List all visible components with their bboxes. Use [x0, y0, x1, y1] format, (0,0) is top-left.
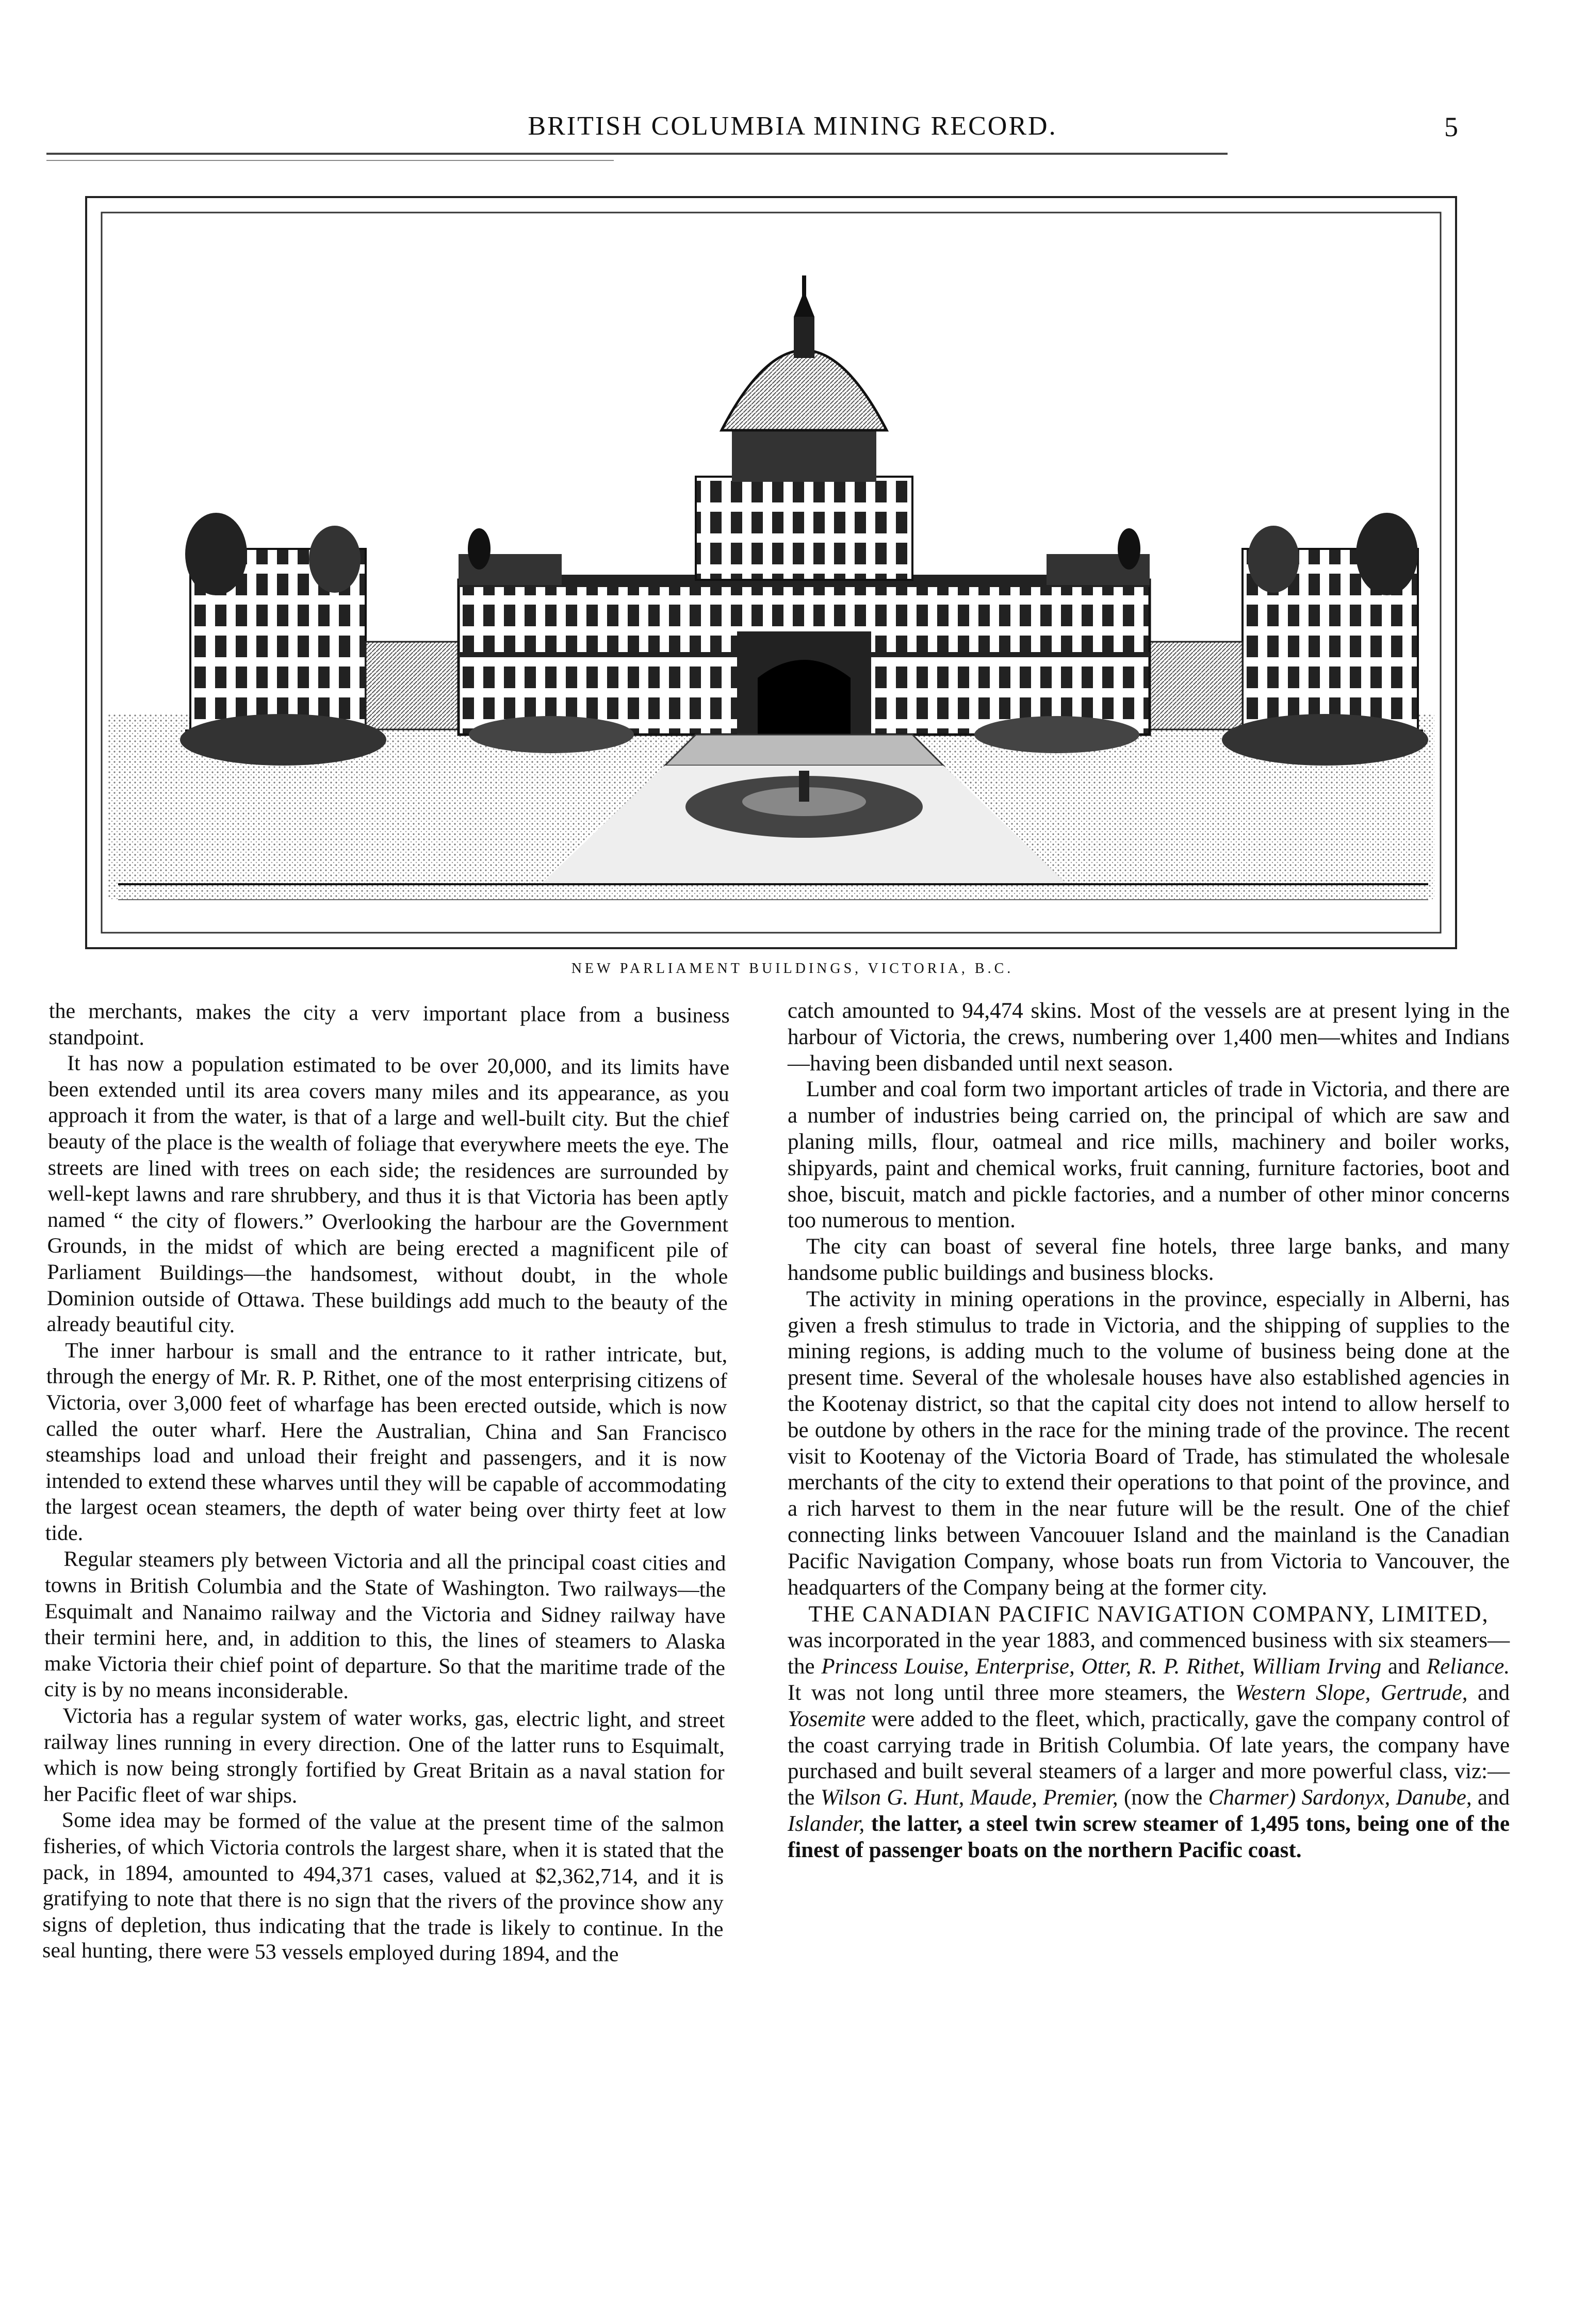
right-column — [788, 998, 1510, 1864]
ship-names: Yosemite — [788, 1707, 866, 1731]
text-run: and — [1472, 1785, 1510, 1810]
paragraph: Victoria has a regular system of water works, gas, electric light, and street railway lines running in every direction. One of the latter runs to Esquimalt, which is now being strongly fortified by Great Britain as a naval station for her Pacific fleet of war ships. — [43, 1704, 725, 1808]
text-run: the latter, a steel twin screw steamer of 1,495 tons, being one of the finest of passenger boats on the northern Pacific coast. — [788, 1811, 1510, 1862]
text-run: was incorporated in the year 1883, and commenced business with six steamers—the — [788, 1628, 1510, 1679]
text-run: (now the — [1118, 1785, 1208, 1810]
text-run: and — [1467, 1680, 1510, 1705]
text-run: were added to the fleet, which, practically, gave the company control of the coast carrying trade in British Columbia. Of late years, the company have purchased and built several steamers of a larger and more powerful class, viz:—the — [788, 1707, 1510, 1810]
paragraph: Regular steamers ply between Victoria and all the principal coast cities and towns in British Columbia and the State of Washington. Two railways—the Esquimalt and Nanaimo railway and the Victoria and Sidney railway have their termini here, and, in addition to this, the lines of steamers to Alaska make Victoria their chief point of departure. So that the maritime trade of the city is by no means inconsiderable. — [44, 1547, 726, 1704]
paragraph: catch amounted to 94,474 skins. Most of the vessels are at present lying in the harbour of Victoria, the crews, numbering over 1,400 men—whites and Indians—having been disbanded until next season. — [788, 999, 1510, 1076]
paragraph: The activity in mining operations in the province, especially in Alberni, has given a fresh stimulus to trade in Victoria, and the shipping of supplies to the mining regions, is adding much to the volume of business being done at the present time. Several of the wholesale houses have also established agencies in the Kootenay district, so that the capital city does not intend to allow herself to be outdone by others in the race for the mining trade of the province. The recent visit to Kootenay of the Victoria Board of Trade, has stimulated the wholesale merchants of the city to extend their operations to that point of the province, and a rich harvest to them in the near future will be the result. One of the chief connecting links between Vancouuer Island and the mainland is the Canadian Pacific Navigation Company, whose boats run from Victoria to Vancouver, the headquarters of the Company being at the former city. — [788, 1287, 1510, 1600]
paragraph: The city can boast of several fine hotels, three large banks, and many handsome public buildings and business blocks. — [788, 1234, 1510, 1285]
paragraph: Some idea may be formed of the value at the present time of the salmon fisheries, of which Victoria controls the largest share, when it is stated that the pack, in 1894, amounted to 494,371 cases, valued at $2,362,714, and it is gratifying to note that there is no sign that the rivers of the province show any signs of depletion, thus indicating that the trade is likely to continue. In the seal hunting, there were 53 vessels employed during 1894, and the — [42, 1808, 725, 1967]
page-number: 5 — [1444, 111, 1458, 142]
right-arcade — [1150, 642, 1243, 729]
ship-names: Islander, — [788, 1811, 865, 1836]
ship-names: Reliance. — [1426, 1654, 1510, 1679]
ship-names: Western Slope, Gertrude, — [1235, 1680, 1468, 1705]
header-rule — [46, 153, 1228, 155]
paragraph: The inner harbour is small and the entrance to it rather intricate, but, through the energy of Mr. R. P. Rithet, one of the most enterprising citizens of Victoria, over 3,000 feet of wharfage has been erected outside, which is now called the outer wharf. Here the Australian, China and San Francisco steamships load and unload their freight and passengers, and it is now intended to extend these wharves until they will be capable of accommodating the largest ocean steamers, the depth of water being over thirty feet at low tide. — [45, 1338, 728, 1546]
paragraph — [788, 1628, 1510, 1863]
left-arcade — [366, 642, 459, 729]
left-column — [42, 998, 730, 1969]
ship-names: Charmer) Sardonyx, Danube, — [1208, 1785, 1472, 1810]
parliament-buildings-illustration — [87, 198, 1455, 947]
paragraph: the merchants, makes the city a verv important place from a business standpoint. — [48, 999, 730, 1050]
right-wing — [1237, 513, 1423, 740]
paragraph: Lumber and coal form two important articles of trade in Victoria, and there are a number of industries being carried on, the principal of which are saw and planing mills, flour, oatmeal and rice mills, machinery and boiler works, shipyards, paint and chemical works, fruit canning, furniture factories, boot and shoe, biscuit, match and pickle factories, and a number of other minor concerns too numerous to mention. — [788, 1077, 1510, 1233]
header-rule-thin — [46, 160, 614, 161]
figure-frame — [85, 196, 1457, 949]
running-header-title: BRITISH COLUMBIA MINING RECORD. — [528, 111, 1057, 141]
figure-caption: NEW PARLIAMENT BUILDINGS, VICTORIA, B.C. — [571, 961, 1014, 977]
ship-names: Princess Louise, Enterprise, Otter, R. P. Rithet, William Irving — [821, 1654, 1382, 1679]
front-steps — [665, 735, 943, 766]
paragraph: It has now a population estimated to be over 20,000, and its limits have been extended until its area covers many miles and its appearance, as you approach it from the water, is that of a large and well-built city. But the chief beauty of the place is the wealth of foliage that everywhere meets the eye. The streets are lined with trees on each side; the residences are surrounded by well-kept lawns and rare shrubbery, and thus it is that Victoria has been aptly named “ the city of flowers.” Overlooking the harbour are the Government Grounds, in the midst of which are being erected a magnificent pile of Parliament Buildings—the handsomest, without doubt, in the whole Dominion outside of Ottawa. These buildings add much to the beauty of the already beautiful city. — [46, 1051, 730, 1338]
ship-names: Wilson G. Hunt, Maude, Premier, — [820, 1785, 1118, 1810]
text-run: It was not long until three more steamers, the — [788, 1680, 1235, 1705]
left-wing — [185, 513, 371, 740]
section-heading: THE CANADIAN PACIFIC NAVIGATION COMPANY, LIMITED, — [808, 1601, 1489, 1627]
text-run: and — [1381, 1654, 1427, 1679]
